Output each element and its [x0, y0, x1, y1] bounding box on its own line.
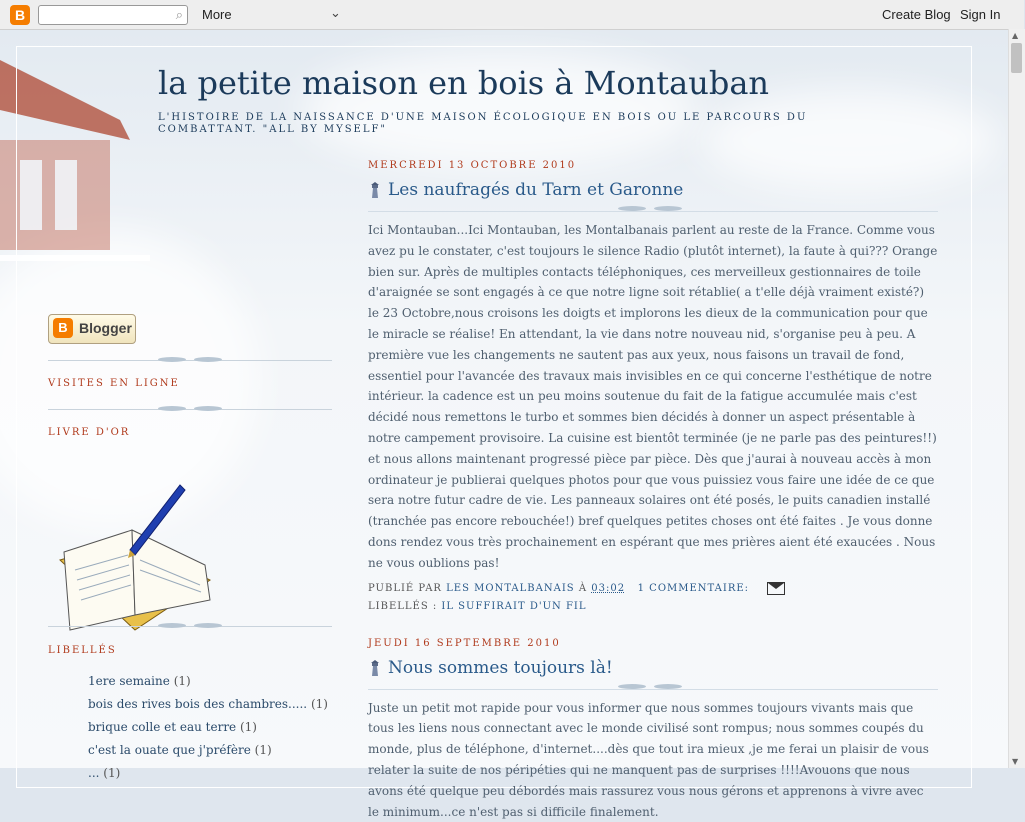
list-item[interactable]	[88, 693, 338, 716]
label-count: (1)	[239, 720, 257, 734]
blog-title[interactable]: la petite maison en bois à Montauban	[158, 64, 769, 102]
lighthouse-icon	[368, 182, 382, 198]
blogger-navbar	[0, 0, 1024, 30]
blogger-logo-icon[interactable]: B	[10, 5, 30, 25]
labels-prefix: LIBELLÉS :	[368, 600, 438, 612]
post-title-text[interactable]: Nous sommes toujours là!	[388, 657, 613, 678]
post-body: Juste un petit mot rapide pour vous informer que nous sommes toujours vivants mais que tous les liens nous connectant avec le monde civilisé sont rompus; nous sommes coupés du monde, plus de téléphone, d'internet....dès que tout ira mieux ,je me ferai un plaisir de vous relater la suite de nos péripéties qui ne manquent pas de surprises !!!!Avouons que nous avons été quelque peu débordés mais rassurez vous nous gérons et apprenons à vivre avec le minimum...ce n'est pas si difficile finalement.	[368, 700, 929, 819]
scroll-down-icon[interactable]: ▼	[1012, 757, 1019, 766]
post	[368, 160, 938, 616]
blog-description: L'HISTOIRE DE LA NAISSANCE D'UNE MAISON ÉCOLOGIQUE EN BOIS OU LE PARCOURS DU COMBATTANT. "ALL BY MYSELF"	[158, 112, 808, 135]
main-column	[368, 160, 938, 822]
guestbook-icon[interactable]	[50, 480, 220, 640]
list-item[interactable]	[88, 670, 338, 693]
published-by-label: PUBLIÉ PAR	[368, 582, 442, 594]
more-menu-label[interactable]: More	[202, 7, 232, 22]
divider-ornament-icon	[158, 406, 222, 412]
post-label-link[interactable]: IL SUFFIRAIT D'UN FIL	[441, 600, 587, 612]
list-item[interactable]	[88, 762, 338, 785]
post-title-text[interactable]: Les naufragés du Tarn et Garonne	[388, 180, 684, 200]
label-count: (1)	[103, 766, 121, 780]
label-link[interactable]: c'est la ouate que j'préfère	[88, 743, 251, 757]
divider-ornament-icon	[158, 623, 222, 629]
list-item[interactable]	[88, 739, 338, 762]
label-count: (1)	[254, 743, 272, 757]
labels-list	[88, 670, 338, 785]
lighthouse-icon	[368, 660, 382, 676]
post-time-link[interactable]: 03:02	[591, 582, 626, 594]
divider-ornament-icon	[618, 206, 682, 212]
post-separator	[368, 679, 938, 690]
post-separator	[368, 201, 938, 212]
create-blog-link[interactable]: Create Blog	[882, 7, 951, 22]
scrollbar[interactable]	[1008, 29, 1025, 768]
post	[368, 638, 938, 822]
label-link[interactable]: bois des rives bois des chambres.....	[88, 697, 308, 711]
divider-ornament-icon	[618, 684, 682, 690]
label-count: (1)	[310, 697, 328, 711]
label-link[interactable]: ...	[88, 766, 100, 780]
label-count: (1)	[173, 674, 191, 688]
post-footer	[368, 580, 938, 616]
post-title[interactable]	[368, 657, 938, 679]
author-link[interactable]: LES MONTALBANAIS	[446, 582, 575, 594]
scroll-thumb[interactable]	[1011, 43, 1022, 73]
search-icon[interactable]: ⌕	[175, 7, 183, 22]
divider-ornament-icon	[158, 357, 222, 363]
page-background	[0, 30, 1008, 819]
blogger-badge-button[interactable]	[48, 314, 136, 344]
search-input[interactable]	[38, 5, 188, 25]
label-link[interactable]: brique colle et eau terre	[88, 720, 237, 734]
sign-in-link[interactable]: Sign In	[960, 7, 1001, 22]
blogger-logo-icon: B	[53, 318, 73, 338]
post-title[interactable]	[368, 179, 938, 201]
scroll-up-icon[interactable]: ▲	[1012, 31, 1019, 40]
label-link[interactable]: 1ere semaine	[88, 674, 170, 688]
chevron-down-icon[interactable]: ⌄	[330, 5, 341, 20]
visites-heading: VISITES EN LIGNE	[48, 378, 180, 389]
libelles-heading: LIBELLÉS	[48, 645, 117, 656]
at-label: À	[578, 582, 588, 594]
post-date: JEUDI 16 SEPTEMBRE 2010	[368, 637, 561, 649]
list-item[interactable]	[88, 716, 338, 739]
comments-link[interactable]: 1 COMMENTAIRE:	[637, 582, 750, 594]
badge-label: Blogger	[79, 320, 132, 336]
post-body: Ici Montauban...Ici Montauban, les Montalbanais parlent au reste de la France. Comme vous avez pu le constater, c'est toujours le silence Radio (plutôt internet), la faute à qui??? Orange bien sur. Après de multiples contacts téléphoniques, ces merveilleux gestionnaires de toile d'araignée se sont engagés à ce que notre ligne soit rétablie( a t'elle déjà vraiment existé?) le 23 Octobre,nous croisons les doigts et implorons les dieux de la communication pour que le miracle se réalise! En attendant, la vie dans notre nouveau nid, s'organise peu à peu. A première vue les changements ne sautent pas aux yeux, nous faisons un travail de fond, essentiel pour l'avancée des travaux mais invisibles en ce qui concerne l'esthétique de notre intérieur. la cadence est un peu moins soutenue du fait de la fatigue accumulée mais c'est décidé nous remettons le turbo et sommes bien décidés à donner un aspect présentable à notre campement provisoire. La cuisine est bientôt terminée (je ne parle pas des peintures!!) et nous allons maintenant progressé pièce par pièce. Dès que j'aurai à nouveau accès à mon ordinateur je publierai quelques photos pour que vous puissiez vous faire une idée de ce que sera notre futur cadre de vie. Les panneaux solaires ont été posés, le puits canadien installé (tranchée pas encore rebouchée!) bref quelques petites choses ont été faites . Je vous donne dons rendez vous très prochainement en espérant que mes prières aient été exaucées . Nous ne vous oublions pas!	[368, 223, 938, 570]
livre-heading: LIVRE D'OR	[48, 427, 131, 438]
email-post-icon[interactable]	[767, 582, 785, 595]
post-date: MERCREDI 13 OCTOBRE 2010	[368, 160, 577, 171]
